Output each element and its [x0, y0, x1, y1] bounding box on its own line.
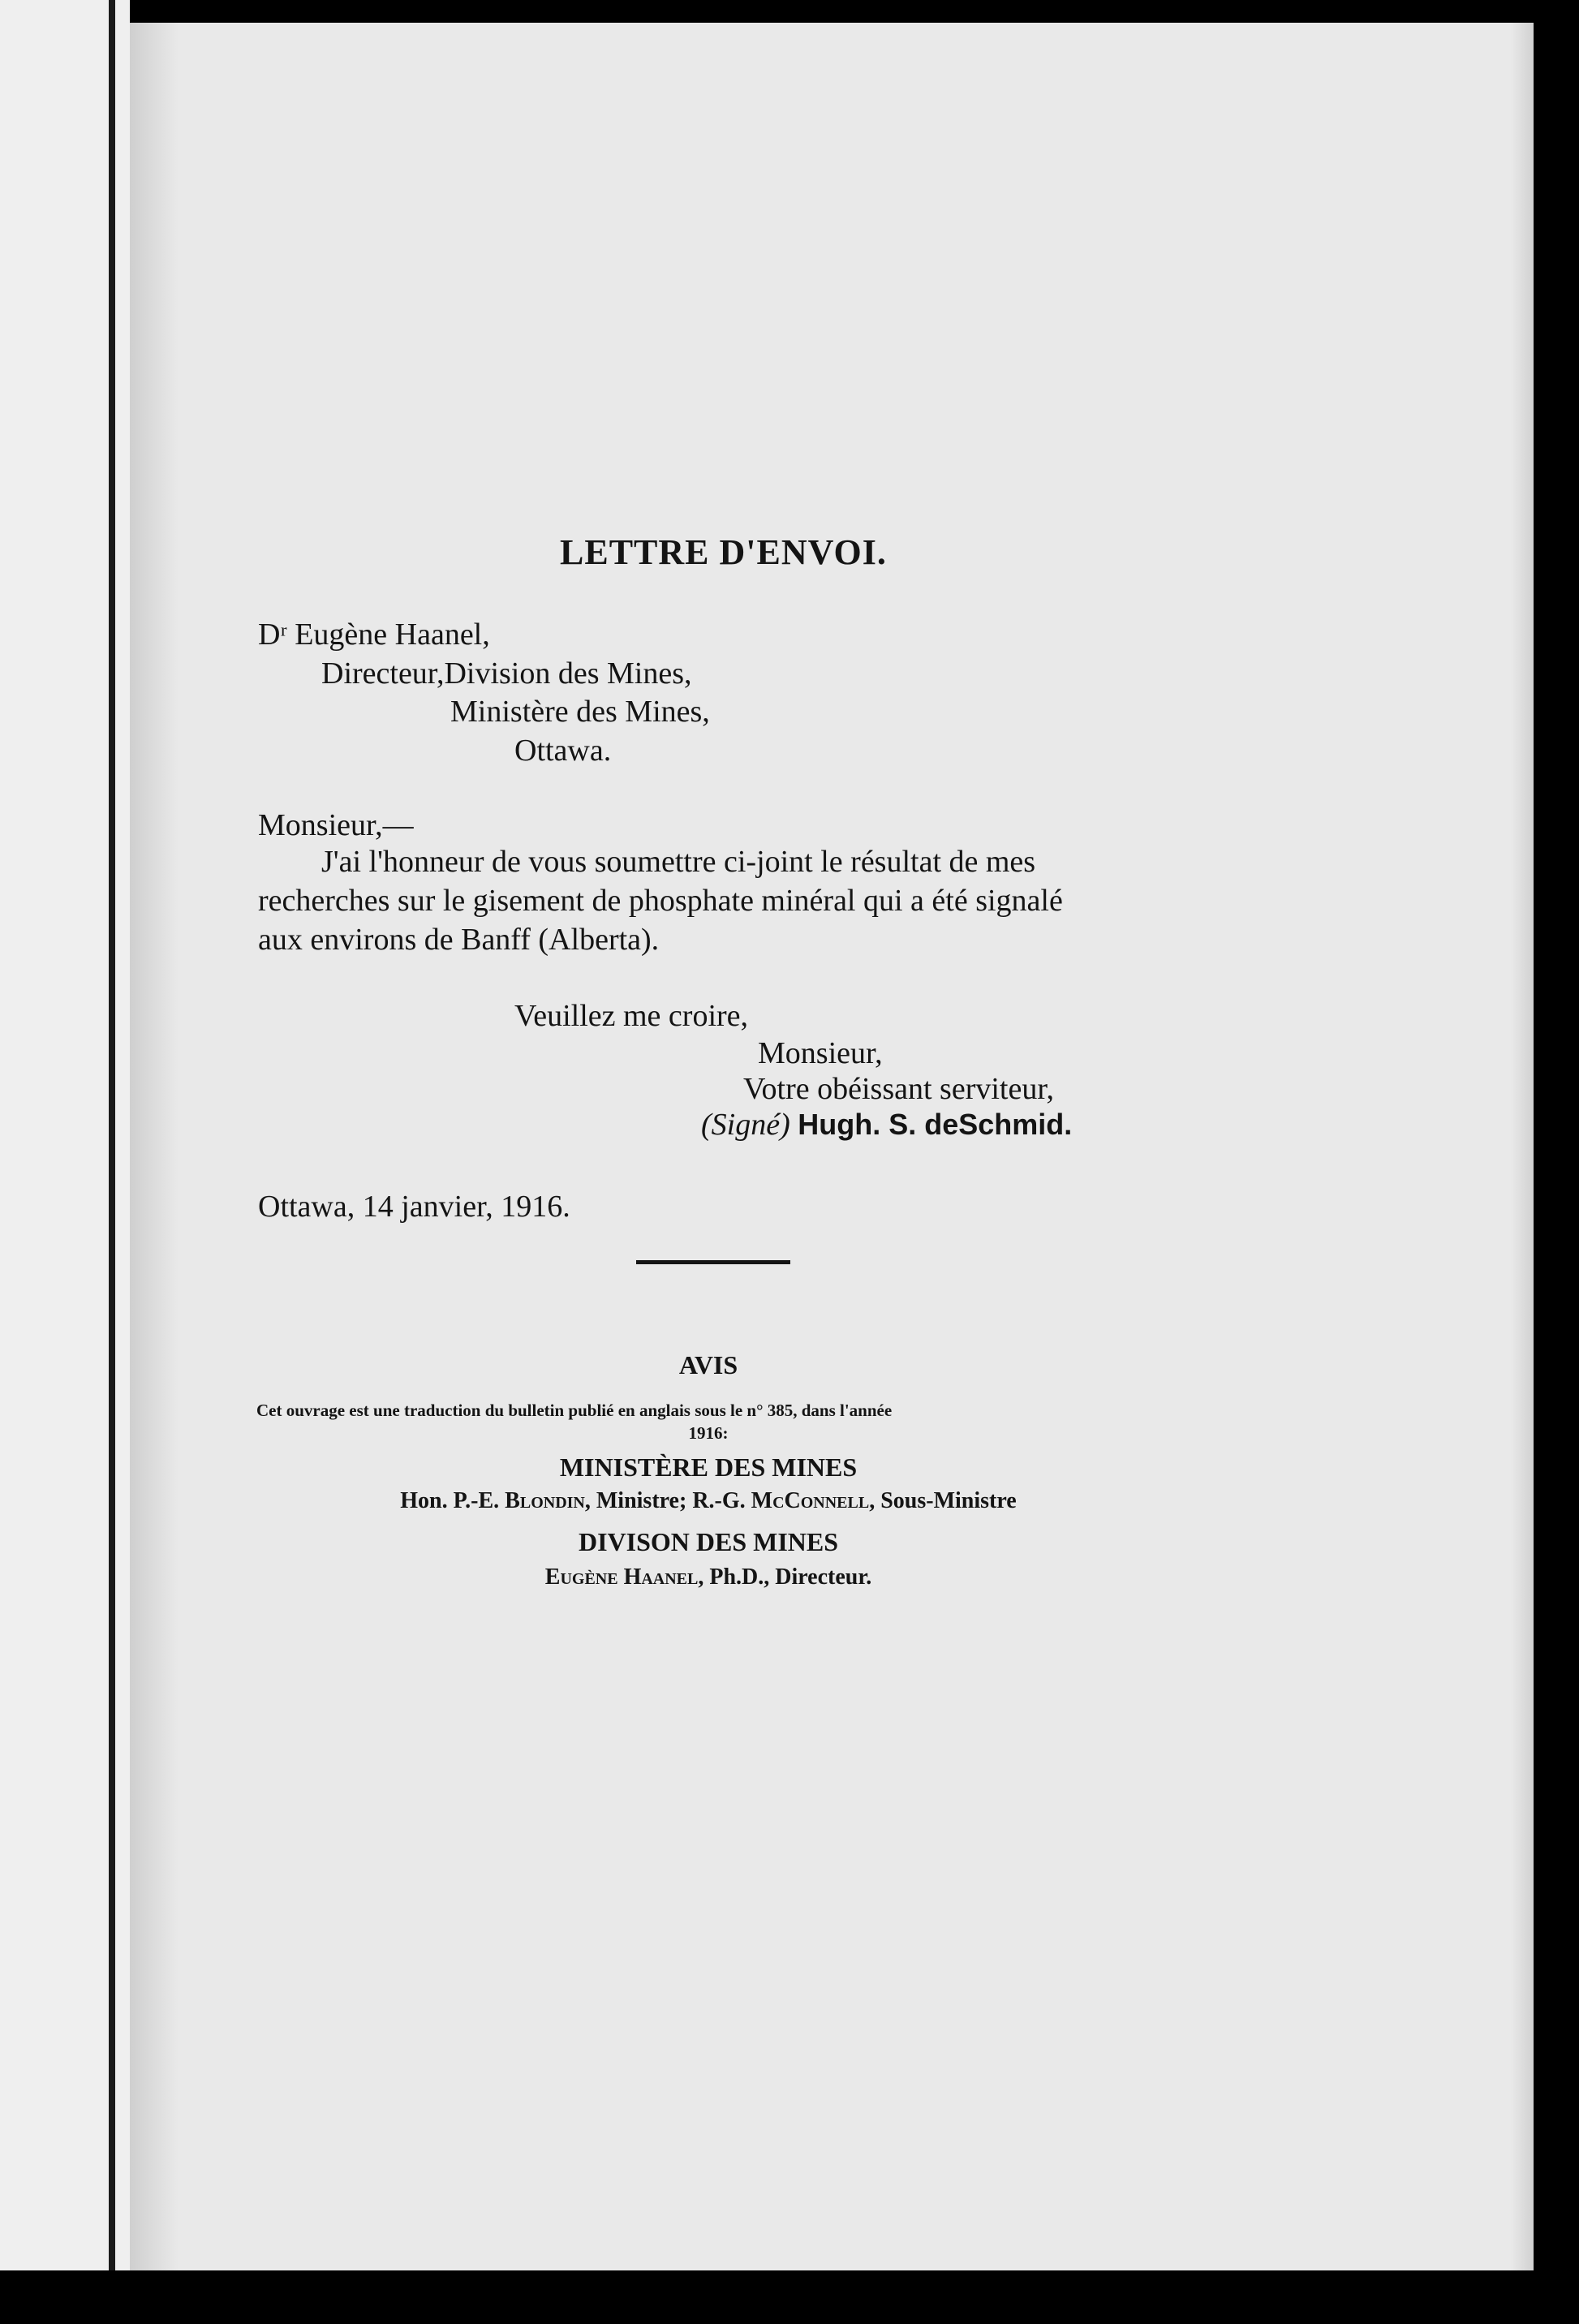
- closing-line-2: Monsieur,: [758, 1036, 883, 1070]
- director-title: , Ph.D., Directeur.: [698, 1564, 872, 1590]
- section-divider: [636, 1260, 790, 1264]
- place-date: Ottawa, 14 janvier, 1916.: [258, 1190, 570, 1224]
- minister-role: , Ministre; R.-G.: [584, 1488, 751, 1513]
- page-right-shadow: [1511, 23, 1535, 2270]
- minister-name: Blondin: [505, 1488, 585, 1513]
- addressee-line-4: Ottawa.: [514, 734, 612, 768]
- notice-title: AVIS: [678, 1350, 738, 1379]
- closing-line-1: Veuillez me croire,: [514, 999, 749, 1033]
- director-name: Eugène Haanel: [544, 1564, 699, 1590]
- notice-text-line-2: 1916:: [688, 1423, 729, 1443]
- signed-label: (Signé): [701, 1108, 790, 1142]
- paragraph-line-3: aux environs de Banff (Alberta).: [258, 923, 660, 957]
- scan-border-right: [1534, 0, 1579, 2324]
- addressee-line-3: Ministère des Mines,: [450, 695, 710, 729]
- officials-line: [0, 1488, 1417, 1514]
- signatory-name: Hugh. S. deSchmid.: [798, 1108, 1073, 1141]
- letter-title: LETTRE D'ENVOI.: [560, 532, 887, 572]
- deputy-minister-role: , Sous-Ministre: [869, 1488, 1017, 1513]
- scan-border-bottom: [0, 2270, 1579, 2324]
- salutation: Monsieur,—: [258, 808, 414, 842]
- page-shadow: [130, 23, 179, 2270]
- closing-line-3: Votre obéissant serviteur,: [743, 1072, 1054, 1106]
- addressee-line-1: Dʳ Eugène Haanel,: [258, 618, 490, 652]
- paragraph-line-2: recherches sur le gisement de phosphate minéral qui a été signalé: [258, 884, 1063, 918]
- notice-text-line-1: Cet ouvrage est une traduction du bulletin publié en anglais sous le n° 385, dans l'année: [256, 1401, 893, 1420]
- paragraph-line-1: J'ai l'honneur de vous soumettre ci-joint le résultat de mes: [321, 845, 1036, 879]
- page-sheet: [130, 23, 1534, 2270]
- director-line: [0, 1564, 1417, 1590]
- division-heading: DIVISON DES MINES: [578, 1527, 839, 1556]
- ministry-heading: MINISTÈRE DES MINES: [559, 1452, 858, 1482]
- addressee-line-2: Directeur,Division des Mines,: [321, 656, 692, 691]
- gutter-line: [109, 0, 115, 2324]
- officials-prefix: Hon. P.-E.: [400, 1488, 506, 1513]
- signature-line: [701, 1107, 1072, 1143]
- deputy-minister-name: McConnell: [751, 1488, 870, 1513]
